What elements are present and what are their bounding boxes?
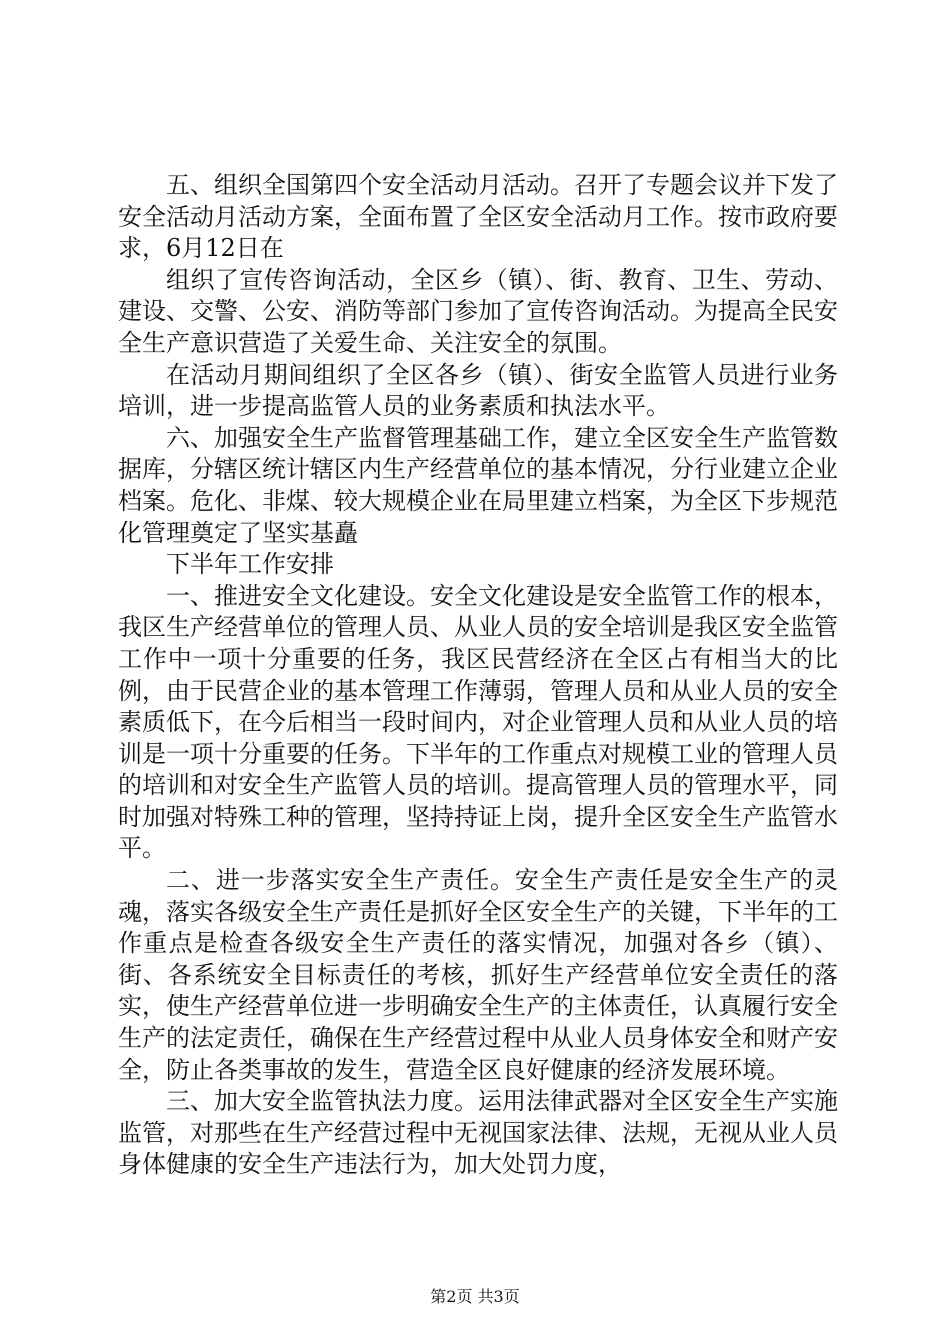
paragraph-activity-month: 五、组织全国第四个安全活动月活动。召开了专题会议并下发了安全活动月活动方案，全面布置了全区安全活动月工作。按市政府要求，6月12日在 <box>118 171 838 263</box>
paragraph-publicity-consultation: 组织了宣传咨询活动，全区乡（镇）、街、教育、卫生、劳动、建设、交警、公安、消防等部门参加了宣传咨询活动。为提高全民安全生产意识营造了关爱生命、关注安全的氛围。 <box>118 265 838 357</box>
document-body <box>118 170 838 1181</box>
paragraph-safety-culture: 一、推进安全文化建设。安全文化建设是安全监管工作的根本，我区生产经营单位的管理人员、从业人员的安全培训是我区安全监管工作中一项十分重要的任务，我区民营经济在全区占有相当大的比例，由于民营企业的基本管理工作薄弱，管理人员和从业人员的安全素质低下，在今后相当一段时间内，对企业管理人员和从业人员的培训是一项十分重要的任务。下半年的工作重点对规模工业的管理人员的培训和对安全生产监管人员的培训。提高管理人员的管理水平，同时加强对特殊工种的管理，坚持持证上岗，提升全区安全生产监管水平。 <box>118 581 838 863</box>
paragraph-supervision-foundation: 六、加强安全生产监督管理基础工作，建立全区安全生产监管数据库，分辖区统计辖区内生产经营单位的基本情况，分行业建立企业档案。危化、非煤、较大规模企业在局里建立档案，为全区下步规范化管理奠定了坚实基矗 <box>118 423 838 547</box>
page-number-footer: 第2页 共3页 <box>430 1287 520 1306</box>
section-heading-second-half-plan: 下半年工作安排 <box>166 550 334 579</box>
paragraph-safety-responsibility: 二、进一步落实安全生产责任。安全生产责任是安全生产的灵魂，落实各级安全生产责任是抓好全区安全生产的关键，下半年的工作重点是检查各级安全生产责任的落实情况，加强对各乡（镇）、街、各系统安全目标责任的考核，抓好生产经营单位安全责任的落实，使生产经营单位进一步明确安全生产的主体责任，认真履行安全生产的法定责任，确保在生产经营过程中从业人员身体安全和财产安全，防止各类事故的发生，营造全区良好健康的经济发展环境。 <box>118 866 838 1084</box>
paragraph-law-enforcement: 三、加大安全监管执法力度。运用法律武器对全区安全生产实施监管，对那些在生产经营过程中无视国家法律、法规，无视从业人员身体健康的安全生产违法行为，加大处罚力度， <box>118 1087 838 1179</box>
paragraph-staff-training: 在活动月期间组织了全区各乡（镇）、街安全监管人员进行业务培训，进一步提高监管人员的业务素质和执法水平。 <box>118 360 838 421</box>
